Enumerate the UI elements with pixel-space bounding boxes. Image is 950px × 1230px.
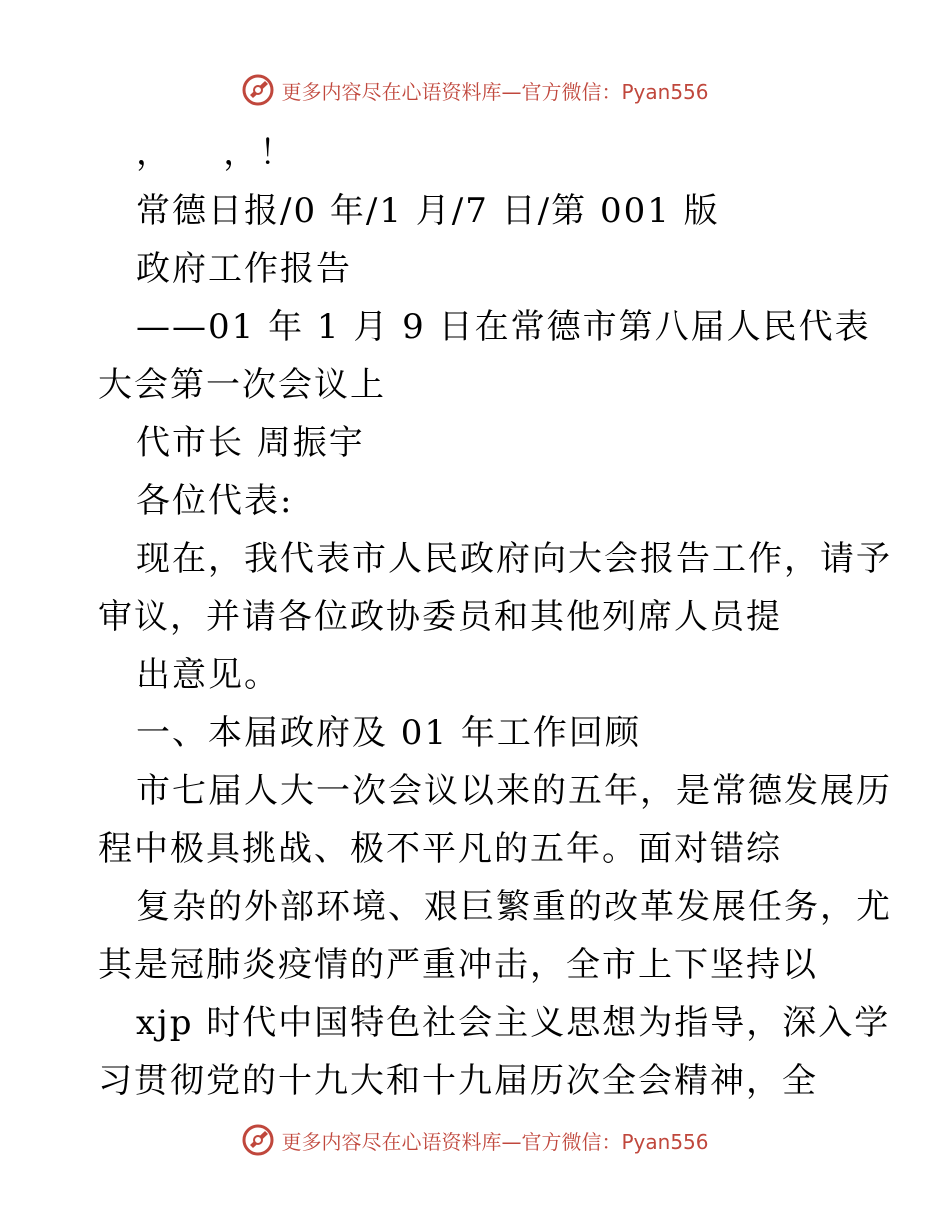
logo-icon [241, 73, 275, 107]
banner-wechat-id: Pyan556 [621, 1129, 709, 1154]
text-line: 大会第一次会议上 [98, 365, 386, 405]
header-watermark-banner [0, 70, 950, 110]
text-line: 复杂的外部环境、艰巨繁重的改革发展任务，尤 [136, 887, 892, 927]
text-line: 审议，并请各位政协委员和其他列席人员提 [98, 597, 782, 637]
text-line: 各位代表: [136, 481, 294, 521]
text-line: 市七届人大一次会议以来的五年，是常德发展历 [136, 771, 892, 811]
text-line: 程中极具挑战、极不平凡的五年。面对错综 [98, 829, 782, 869]
text-line: 现在，我代表市人民政府向大会报告工作，请予 [136, 539, 892, 579]
text-line: 一、本届政府及 01 年工作回顾 [136, 713, 641, 753]
text-line: 其是冠肺炎疫情的严重冲击，全市上下坚持以 [98, 945, 818, 985]
banner-text [281, 76, 708, 105]
banner-wechat-id: Pyan556 [621, 79, 709, 104]
text-line: 常德日报/0 年/1 月/7 日/第 001 版 [136, 191, 720, 231]
logo-icon [241, 1123, 275, 1157]
text-line: ——01 年 1 月 9 日在常德市第八届人民代表 [136, 307, 871, 347]
banner-label: 更多内容尽在心语资料库—官方微信： [281, 1129, 622, 1154]
text-line: xjp 时代中国特色社会主义思想为指导，深入学 [136, 1003, 891, 1043]
text-line: ， ，！ [136, 133, 296, 173]
banner-text [281, 1126, 708, 1155]
text-line: 习贯彻党的十九大和十九届历次全会精神，全 [98, 1061, 818, 1101]
text-line: 出意见。 [136, 655, 280, 695]
text-line: 政府工作报告 [136, 249, 352, 289]
text-line: 代市长 周振宇 [136, 423, 365, 463]
banner-label: 更多内容尽在心语资料库—官方微信： [281, 79, 622, 104]
footer-watermark-banner [0, 1120, 950, 1160]
document-body [98, 124, 892, 1110]
